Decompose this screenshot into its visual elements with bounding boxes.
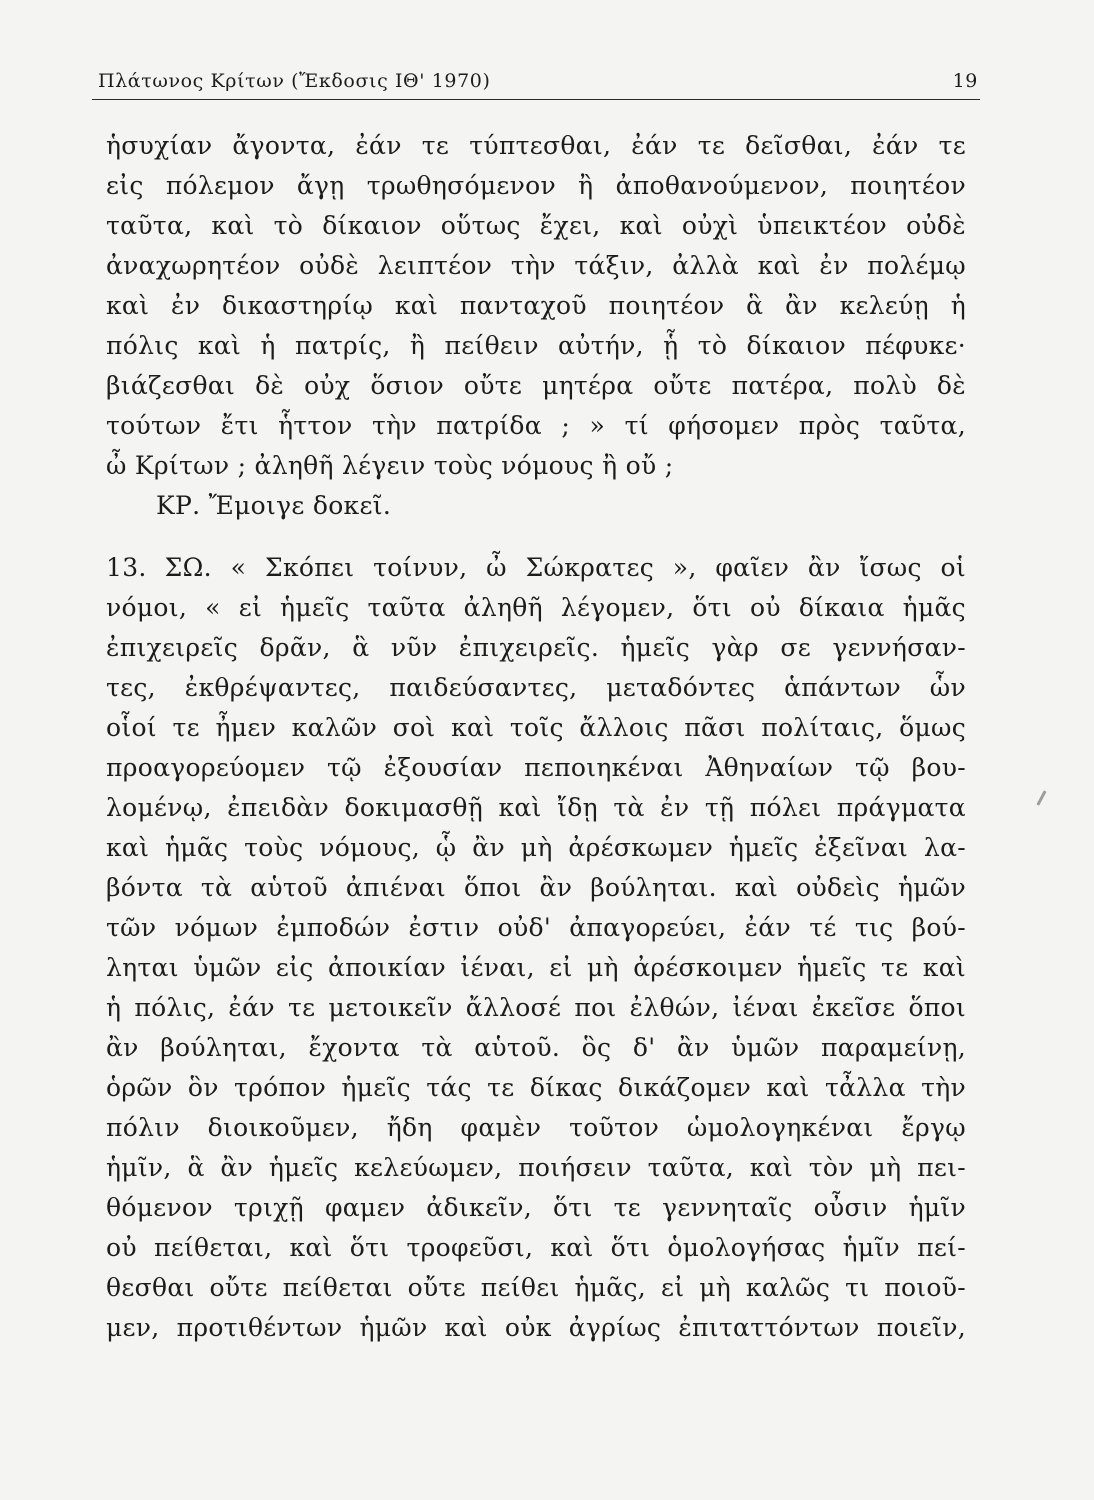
speaker-line: ΚΡ. Ἔμοιγε δοκεῖ.	[156, 491, 392, 520]
stray-ink-mark	[1036, 790, 1046, 806]
text-line: πόλις καὶ ἡ πατρίς, ἢ πείθειν αὐτήν, ᾗ τὸ δίκαιον πέφυκε·	[106, 331, 966, 360]
text-line: εἰς πόλεμον ἄγῃ τρωθησόμενον ἢ ἀποθανούμενον, ποιητέον	[106, 171, 966, 200]
text-line: ἡμῖν, ἃ ἂν ἡμεῖς κελεύωμεν, ποιήσειν ταῦτα, καὶ τὸν μὴ πει-	[106, 1153, 966, 1182]
text-line: πόλιν διοικοῦμεν, ἤδη φαμὲν τοῦτον ὡμολογηκέναι ἔργῳ	[106, 1113, 966, 1142]
text-line: ταῦτα, καὶ τὸ δίκαιον οὕτως ἔχει, καὶ οὐχὶ ὑπεικτέον οὐδὲ	[106, 211, 966, 240]
text-line: ἐπιχειρεῖς δρᾶν, ἃ νῦν ἐπιχειρεῖς. ἡμεῖς γὰρ σε γεννήσαν-	[106, 633, 966, 662]
text-line: μεν, προτιθέντων ἡμῶν καὶ οὐκ ἀγρίως ἐπιταττόντων ποιεῖν,	[106, 1313, 966, 1342]
text-line: οἷοί τε ἦμεν καλῶν σοὶ καὶ τοῖς ἄλλοις πᾶσι πολίταις, ὅμως	[106, 713, 966, 742]
text-line: ἡ πόλις, ἐάν τε μετοικεῖν ἄλλοσέ ποι ἐλθών, ἰέναι ἐκεῖσε ὅποι	[106, 993, 966, 1022]
text-line: ὦ Κρίτων ; ἀληθῆ λέγειν τοὺς νόμους ἢ οὔ ;	[106, 451, 674, 480]
text-line: καὶ ἡμᾶς τοὺς νόμους, ᾧ ἂν μὴ ἀρέσκωμεν ἡμεῖς ἐξεῖναι λα-	[106, 833, 966, 862]
text-line: καὶ ἐν δικαστηρίῳ καὶ πανταχοῦ ποιητέον ἃ ἂν κελεύῃ ἡ	[106, 291, 966, 320]
text-line: ὁρῶν ὃν τρόπον ἡμεῖς τάς τε δίκας δικάζομεν καὶ τἆλλα τὴν	[106, 1073, 966, 1102]
text-line: οὐ πείθεται, καὶ ὅτι τροφεῦσι, καὶ ὅτι ὁμολογήσας ἡμῖν πεί-	[106, 1233, 966, 1262]
text-line: θεσθαι οὔτε πείθεται οὔτε πείθει ἡμᾶς, εἰ μὴ καλῶς τι ποιοῦ-	[106, 1273, 966, 1302]
text-line: ἡσυχίαν ἄγοντα, ἐάν τε τύπτεσθαι, ἐάν τε δεῖσθαι, ἐάν τε	[106, 131, 966, 160]
text-line: ἂν βούληται, ἔχοντα τὰ αὑτοῦ. ὃς δ' ἂν ὑμῶν παραμείνῃ,	[106, 1033, 966, 1062]
header-rule	[92, 99, 980, 100]
section-first-line	[106, 548, 966, 588]
text-line: ἀναχωρητέον οὐδὲ λειπτέον τὴν τάξιν, ἀλλὰ καὶ ἐν πολέμῳ	[106, 251, 966, 280]
section-number: 13.	[106, 553, 147, 582]
text-line: νόμοι, « εἰ ἡμεῖς ταῦτα ἀληθῆ λέγομεν, ὅτι οὐ δίκαια ἡμᾶς	[106, 593, 966, 622]
text-line: βόντα τὰ αὑτοῦ ἀπιέναι ὅποι ἂν βούληται. καὶ οὐδεὶς ἡμῶν	[106, 873, 966, 902]
running-head-title: Πλάτωνος Κρίτων (Ἔκδοσις ΙΘ' 1970)	[98, 70, 491, 92]
text-line: βιάζεσθαι δὲ οὐχ ὅσιον οὔτε μητέρα οὔτε πατέρα, πολὺ δὲ	[106, 371, 966, 400]
body-text	[106, 126, 966, 1348]
text-line: προαγορεύομεν τῷ ἐξουσίαν πεποιηκέναι Ἀθηναίων τῷ βου-	[106, 753, 966, 782]
text-line: τες, ἐκθρέψαντες, παιδεύσαντες, μεταδόντες ἁπάντων ὧν	[106, 673, 966, 702]
text-line: λομένῳ, ἐπειδὰν δοκιμασθῇ καὶ ἴδῃ τὰ ἐν τῇ πόλει πράγματα	[106, 793, 966, 822]
text-line: τούτων ἔτι ἧττον τὴν πατρίδα ; » τί φήσομεν πρὸς ταῦτα,	[106, 411, 966, 440]
text-line: θόμενον τριχῇ φαμεν ἀδικεῖν, ὅτι τε γεννηταῖς οὖσιν ἡμῖν	[106, 1193, 966, 1222]
section-first-line-text: ΣΩ. « Σκόπει τοίνυν, ὦ Σώκρατες », φαῖεν ἂν ἴσως οἱ	[164, 553, 966, 582]
text-line: ληται ὑμῶν εἰς ἀποικίαν ἰέναι, εἰ μὴ ἀρέσκοιμεν ἡμεῖς τε καὶ	[106, 953, 966, 982]
text-line: τῶν νόμων ἐμποδών ἐστιν οὐδ' ἀπαγορεύει, ἐάν τέ τις βού-	[106, 913, 966, 942]
running-head	[98, 66, 978, 96]
page-number: 19	[952, 70, 978, 92]
section-gap	[106, 526, 966, 548]
